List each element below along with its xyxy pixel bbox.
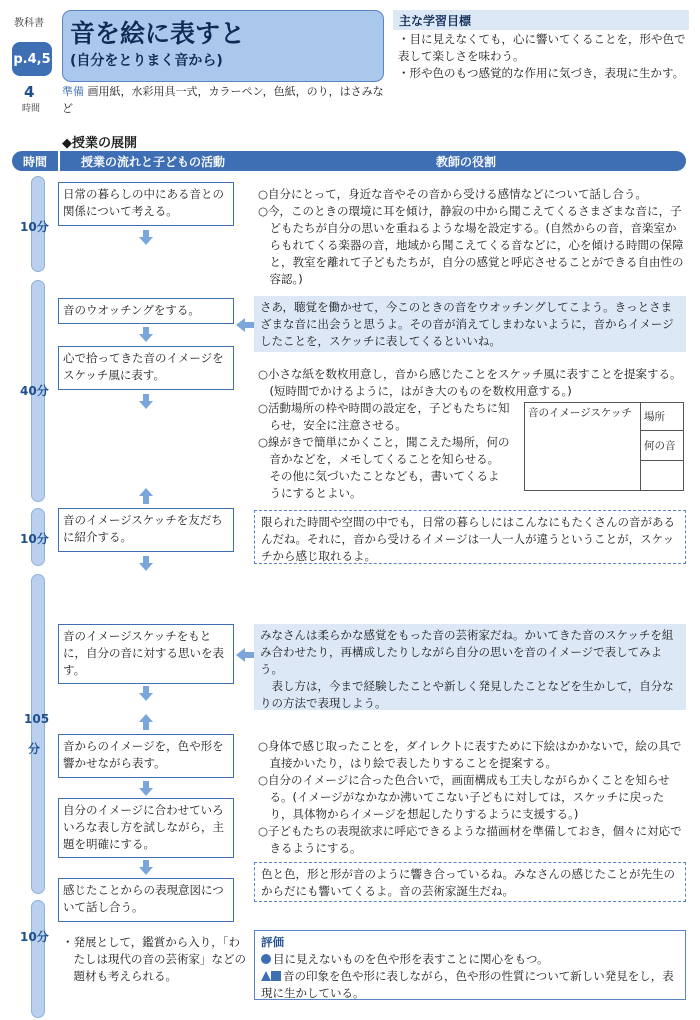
flow-step: 音からのイメージを，色や形を響かせながら表す。 bbox=[58, 734, 234, 778]
goals-list bbox=[398, 31, 690, 82]
evaluation-item: 目に見えないものを色や形を表すことに関心をもつ。 bbox=[261, 951, 679, 968]
section-title: ◆授業の展開 bbox=[62, 136, 137, 151]
square-icon bbox=[271, 971, 281, 981]
teacher-note: ○自分にとって，身近な音やその音から受ける感情などについて話し合う。 bbox=[258, 187, 647, 201]
evaluation-box bbox=[254, 930, 686, 1000]
flow-step: 心で拾ってきた音のイメージをスケッチ風に表す。 bbox=[58, 346, 234, 390]
time-track bbox=[31, 900, 45, 1018]
up-arrow-icon bbox=[139, 714, 153, 730]
time-track bbox=[31, 574, 45, 894]
goals-heading: 主な学習目標 bbox=[393, 10, 689, 30]
down-arrow-icon bbox=[139, 327, 153, 343]
teacher-note: ○子どもたちの表現欲求に呼応できるような描画材を準備しておき，個々に対応できるようにする。 bbox=[258, 824, 682, 855]
left-arrow-icon bbox=[236, 318, 256, 332]
flow-step: 日常の暮らしの中にある音との関係について考える。 bbox=[58, 182, 234, 226]
down-arrow-icon bbox=[139, 781, 153, 797]
down-arrow-icon bbox=[139, 230, 153, 246]
sketch-card-what: 何の音 bbox=[641, 431, 684, 461]
down-arrow-icon bbox=[139, 394, 153, 410]
down-arrow-icon bbox=[139, 860, 153, 876]
column-header-teacher: 教師の役割 bbox=[246, 151, 686, 171]
teacher-speech: みなさんは柔らかな感覚をもった音の芸術家だね。かいてきた音のスケッチを組み合わせたり，再構成したりしながら自分の思いを音のイメージで表してみよう。 bbox=[260, 628, 674, 676]
preparation-label: 準備 bbox=[62, 85, 84, 98]
evaluation-item: 音の印象を色や形に表しながら，色や形の性質について新しい発見をし，表現に生かしている。 bbox=[261, 969, 674, 1000]
flow-step: 音のイメージスケッチを友だちに紹介する。 bbox=[58, 508, 234, 552]
flow-step: 音のイメージスケッチをもとに，自分の音に対する思いを表す。 bbox=[58, 624, 234, 684]
time-label: 105 bbox=[24, 712, 50, 726]
teacher-note: ○身体で感じ取ったことを，ダイレクトに表すために下絵はかかないで，絵の具で直接かいたり，はり絵で表したりすることを提案する。 bbox=[258, 739, 682, 770]
time-label: 40分 bbox=[20, 384, 49, 398]
column-header-flow: 授業の流れと子どもの活動 bbox=[60, 151, 246, 171]
goal-item: ・目に見えなくても，心に響いてくることを，形や色で表して楽しさを味わう。 bbox=[398, 32, 686, 63]
triangle-icon bbox=[261, 971, 271, 981]
teacher-speech: さあ，聴覚を働かせて，今このときの音をウオッチングしてこよう。きっとさまざまな音に出会うと思うよ。その音が消えてしまわないように，音からイメージしたことを，スケッチに表してくるといいね。 bbox=[254, 296, 686, 352]
teacher-notes-1 bbox=[258, 186, 686, 288]
teacher-speech-block bbox=[254, 624, 686, 710]
flow-step: 感じたことからの表現意図について話し合う。 bbox=[58, 878, 234, 922]
sketch-card-table bbox=[524, 402, 684, 491]
time-label: 10分 bbox=[20, 532, 49, 546]
column-header-time: 時間 bbox=[12, 151, 58, 171]
teacher-note: ○自分のイメージに合った色合いで，画面構成も工夫しながらかくことを知らせる。(イメージがなかなか沸いてこない子どもに対しては，スケッチに戻ったり，具体物からイメージを想起したりするように支援する。) bbox=[258, 773, 670, 821]
evaluation-title: 評価 bbox=[261, 935, 284, 949]
up-arrow-icon bbox=[139, 488, 153, 504]
sketch-card-empty bbox=[641, 461, 684, 491]
down-arrow-icon bbox=[139, 686, 153, 702]
flow-step: 音のウオッチングをする。 bbox=[58, 298, 234, 324]
page-reference-tab: p.4,5 bbox=[12, 42, 52, 76]
development-note: ・発展として，鑑賞から入り，「わたしは現代の音の芸術家」などの題材も考えられる。 bbox=[62, 935, 246, 983]
textbook-label: 教科書 bbox=[14, 18, 44, 29]
time-label: 10分 bbox=[20, 220, 49, 234]
teacher-speech: 色と色，形と形が音のように響き合っているね。みなさんの感じたことが先生のからだにも響いてくるよ。音の芸術家誕生だね。 bbox=[254, 862, 686, 902]
hours-number: 4 bbox=[24, 83, 35, 101]
teacher-notes-2 bbox=[258, 366, 686, 400]
left-arrow-icon bbox=[236, 648, 256, 662]
teacher-notes-4 bbox=[258, 738, 686, 857]
sketch-card-title: 音のイメージスケッチ bbox=[525, 403, 641, 491]
teacher-note: ○活動場所の枠や時間の設定を，子どもたちに知らせ，安全に注意させる。 bbox=[258, 401, 510, 432]
teacher-note: ○今，このときの環境に耳を傾け，静寂の中から聞こえてくるさまざまな音に，子どもたちが自分の思いを重ねるような場を設定する。(自然からの音，音楽室からもれてくる楽器の音，地域から聞こえてくる音などに，心を傾ける時間の保障と，教室を離れて子どもたちが，自分の感覚と呼応させることができる自由性の容認。) bbox=[258, 204, 684, 286]
down-arrow-icon bbox=[139, 556, 153, 572]
teacher-speech: 表し方は，今まで経験したことや新しく発見したことなどを生かして，自分なりの方法で表現しよう。 bbox=[260, 679, 674, 710]
time-label: 10分 bbox=[20, 930, 49, 944]
preparation-list bbox=[62, 83, 392, 117]
hours-unit: 時間 bbox=[22, 104, 41, 114]
page-title: 音を絵に表すと bbox=[70, 19, 246, 48]
teacher-note: ○線がきで簡単にかくこと，聞こえた場所，何の音かなどを，メモしてくることを知らせる。その他に気づいたことなども，書いてくるようにするとよい。 bbox=[258, 435, 510, 500]
teacher-note: ○小さな紙を数枚用意し，音から感じたことをスケッチ風に表すことを提案する。(短時間でかけるように，はがき大のものを数枚用意する。) bbox=[258, 367, 682, 398]
goal-item: ・形や色のもつ感覚的な作用に気づき，表現に生かす。 bbox=[398, 66, 685, 80]
page-subtitle: (自分をとりまく音から) bbox=[70, 53, 223, 69]
teacher-speech: 限られた時間や空間の中でも，日常の暮らしにはこんなにもたくさんの音があるんだね。それに，音から受けるイメージは一人一人が違うということが，スケッチから感じ取れるよ。 bbox=[254, 510, 686, 564]
sketch-card-place: 場所 bbox=[641, 403, 684, 431]
preparation-text: 画用紙，水彩用具一式，カラーペン，色紙，のり，はさみなど bbox=[62, 85, 384, 115]
teacher-notes-3 bbox=[258, 400, 510, 502]
time-label: 分 bbox=[28, 742, 41, 756]
circle-icon bbox=[261, 954, 271, 964]
flow-step: 自分のイメージに合わせていろいろな表し方を試しながら，主題を明確にする。 bbox=[58, 798, 234, 858]
